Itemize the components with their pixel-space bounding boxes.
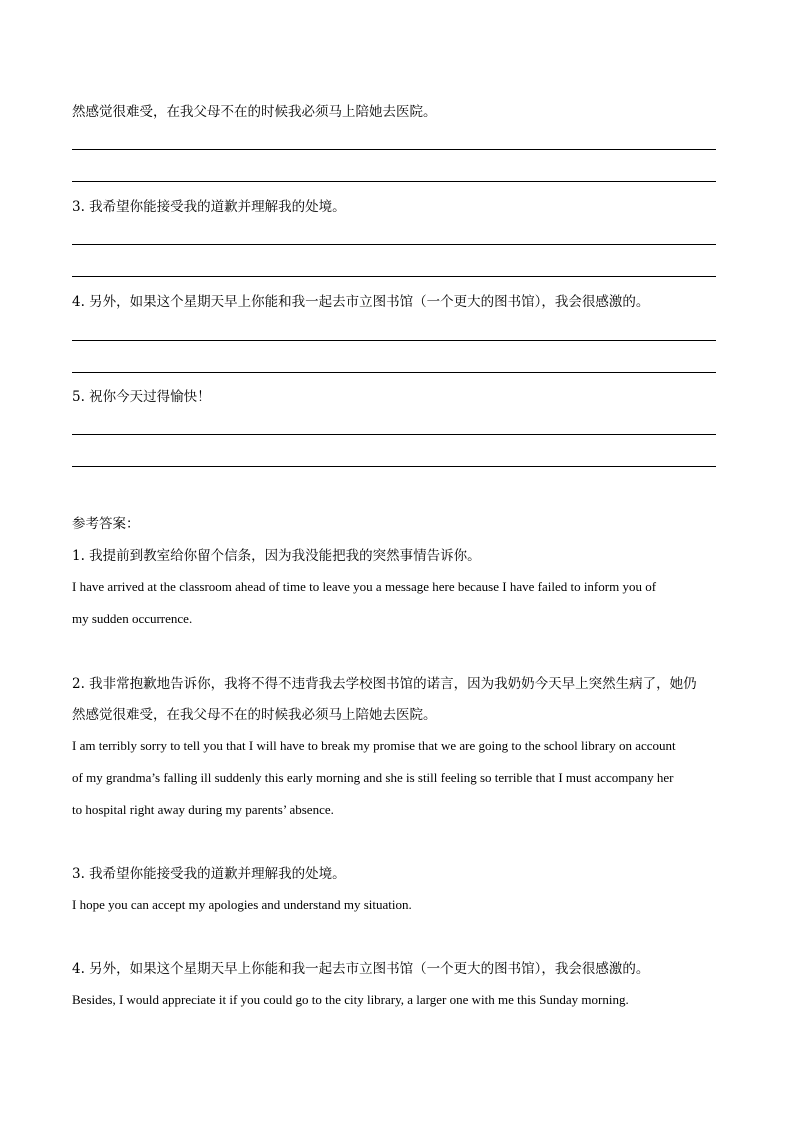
answer-4-chinese: 4. 另外，如果这个星期天早上你能和我一起去市立图书馆（一个更大的图书馆），我会很感激的。 xyxy=(72,961,650,977)
answer-1-english-line-2: my sudden occurrence. xyxy=(72,611,193,626)
answer-line xyxy=(72,244,716,245)
answer-line xyxy=(72,181,716,182)
answer-4-english: Besides, I would appreciate it if you could go to the city library, a larger one with me this Sunday morning. xyxy=(72,992,629,1007)
answers-heading: 参考答案： xyxy=(72,516,140,532)
answer-2-english-line-1: I am terribly sorry to tell you that I will have to break my promise that we are going to the school library on account xyxy=(72,738,676,753)
answer-line xyxy=(72,276,716,277)
answer-line xyxy=(72,340,716,341)
exercise-item-2-continuation: 然感觉很难受，在我父母不在的时候我必须马上陪她去医院。 xyxy=(72,104,437,120)
answer-line xyxy=(72,466,716,467)
answer-2-english-line-2: of my grandma’s falling ill suddenly this early morning and she is still feeling so terrible that I must accompany her xyxy=(72,770,674,785)
exercise-item-3: 3. 我希望你能接受我的道歉并理解我的处境。 xyxy=(72,199,346,215)
answer-2-chinese-line-1: 2. 我非常抱歉地告诉你，我将不得不违背我去学校图书馆的诺言，因为我奶奶今天早上突然生病了，她仍 xyxy=(72,676,697,692)
answer-2-english-line-3: to hospital right away during my parents’ absence. xyxy=(72,802,334,817)
answer-line xyxy=(72,372,716,373)
answer-2-chinese-line-2: 然感觉很难受，在我父母不在的时候我必须马上陪她去医院。 xyxy=(72,707,437,723)
answer-1-chinese: 1. 我提前到教室给你留个信条，因为我没能把我的突然事情告诉你。 xyxy=(72,548,481,564)
answer-3-chinese: 3. 我希望你能接受我的道歉并理解我的处境。 xyxy=(72,866,346,882)
answer-3-english: I hope you can accept my apologies and understand my situation. xyxy=(72,897,412,912)
answer-line xyxy=(72,149,716,150)
answer-line xyxy=(72,434,716,435)
answer-1-english-line-1: I have arrived at the classroom ahead of time to leave you a message here because I have failed to inform you of xyxy=(72,579,657,594)
exercise-item-4: 4. 另外，如果这个星期天早上你能和我一起去市立图书馆（一个更大的图书馆），我会很感激的。 xyxy=(72,294,650,310)
exercise-item-5: 5. 祝你今天过得愉快！ xyxy=(72,389,211,405)
